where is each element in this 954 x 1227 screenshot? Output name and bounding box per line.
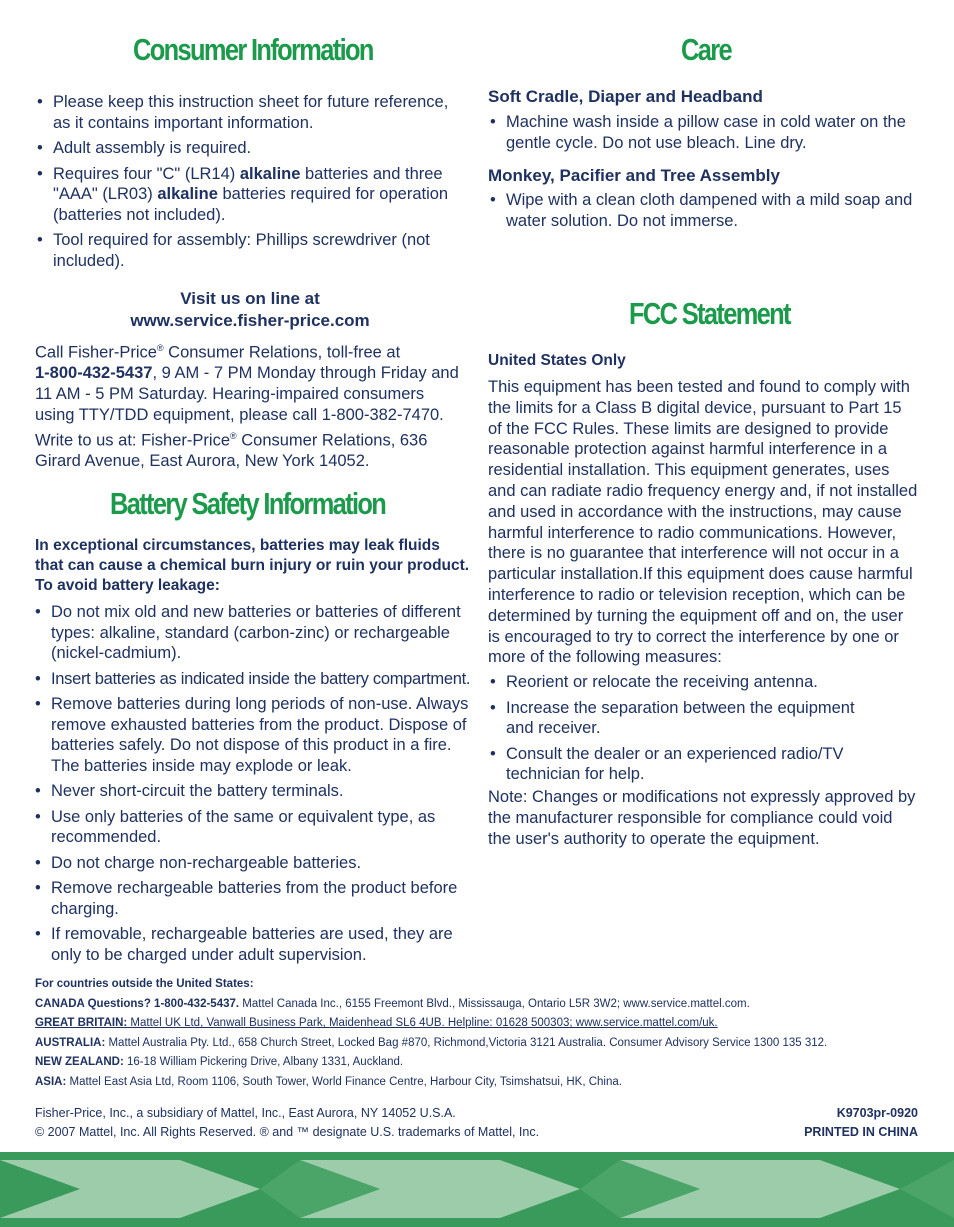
list-item: • Please keep this instruction sheet for future reference, as it contains important information. — [35, 92, 465, 133]
care-subheading-cradle: Soft Cradle, Diaper and Headband — [488, 87, 763, 106]
list-item: • Insert batteries as indicated inside the battery compartment. — [33, 669, 473, 690]
battery-safety-list — [33, 602, 473, 970]
list-item: • Requires four "C" (LR14) alkaline batteries and three "AAA" (LR03) alkaline batteries required for operation (batteries not included). — [35, 164, 465, 226]
list-item: • Reorient or relocate the receiving antenna. — [488, 672, 918, 693]
contact-paragraph: Call Fisher-Price® Consumer Relations, toll-free at 1-800-432-5437, 9 AM - 7 PM Monday through Friday and 11 AM - 5 PM Saturday. Hearing-impaired consumers using TTY/TDD equipment, please call 1-800-382-7470. Write to us at: Fisher-Price® Consumer Relations, 636 Girard Avenue, East Aurora, New York 14052. — [35, 343, 459, 470]
list-item: • If removable, rechargeable batteries are used, they are only to be charged under adult supervision. — [33, 924, 473, 965]
care-heading: Care — [681, 32, 731, 67]
care-list-monkey — [488, 190, 918, 236]
list-item: • Do not mix old and new batteries or batteries of different types: alkaline, standard (carbon-zinc) or rechargeable (nickel-cadmium). — [33, 602, 473, 664]
list-item: • Consult the dealer or an experienced radio/TV technician for help. — [488, 744, 918, 785]
intl-title: For countries outside the United States: — [35, 978, 254, 990]
intl-asia: ASIA: Mattel East Asia Ltd, Room 1106, South Tower, World Finance Centre, Harbour City, Tsimshatsui, HK, China. — [35, 1075, 622, 1088]
fcc-measures-list — [488, 672, 918, 790]
fcc-body: This equipment has been tested and found to comply with the limits for a Class B digital device, pursuant to Part 15 of the FCC Rules. These limits are designed to provide reasonable protection against harmful interference in a residential installation. This equipment generates, uses and can radiate radio frequency energy and, if not installed and used in accordance with the instructions, may cause harmful interference to radio communications. However, there is no guarantee that interference will not occur in a particular installation.If this equipment does cause harmful interference to radio or television reception, which can be determined by turning the equipment off and on, the user is encouraged to try to correct the interference by one or more of the following measures: — [488, 378, 918, 667]
international-contacts — [35, 975, 935, 1092]
list-item: • Use only batteries of the same or equivalent type, as recommended. — [33, 807, 473, 848]
list-item: • Remove rechargeable batteries from the product before charging. — [33, 878, 473, 919]
intl-new-zealand: NEW ZEALAND: 16-18 William Pickering Drive, Albany 1331, Auckland. — [35, 1056, 404, 1068]
footer-legal: Fisher-Price, Inc., a subsidiary of Mattel, Inc., East Aurora, NY 14052 U.S.A. © 2007 Mattel, Inc. All Rights Reserved. ® and ™ designate U.S. trademarks of Mattel, Inc. — [35, 1106, 540, 1139]
list-item: • Adult assembly is required. — [35, 138, 465, 159]
care-list-cradle — [488, 112, 918, 158]
battery-safety-heading: Battery Safety Information — [110, 486, 386, 521]
care-subheading-monkey: Monkey, Pacifier and Tree Assembly — [488, 166, 780, 185]
consumer-info-list — [35, 92, 465, 276]
footer-codes — [804, 1104, 918, 1141]
website-link[interactable]: www.service.fisher-price.com — [130, 310, 370, 330]
visit-website: Visit us on line at www.service.fisher-price.com — [35, 288, 465, 331]
phone-number: 1-800-432-5437 — [35, 364, 153, 383]
intl-australia: AUSTRALIA: Mattel Australia Pty. Ltd., 658 Church Street, Locked Bag #870, Richmond,Victoria 3121 Australia. Consumer Advisory Service 1300 135 312. — [35, 1036, 828, 1049]
intl-canada: CANADA Questions? 1-800-432-5437. Mattel Canada Inc., 6155 Freemont Blvd., Mississauga, Ontario L5R 3W2; www.service.mattel.com. — [35, 997, 750, 1010]
product-code: K9703pr-0920 — [836, 1106, 918, 1120]
fcc-heading: FCC Statement — [629, 296, 790, 331]
fcc-subheading: United States Only — [488, 352, 626, 369]
list-item: • Wipe with a clean cloth dampened with a mild soap and water solution. Do not immerse. — [488, 190, 918, 231]
intl-great-britain: GREAT BRITAIN: Mattel UK Ltd, Vanwall Business Park, Maidenhead SL6 4UB. Helpline: 01628 500303; www.service.mattel.com/uk. — [35, 1017, 718, 1029]
battery-warning: In exceptional circumstances, batteries may leak fluids that can cause a chemical burn injury or ruin your product. To avoid battery leakage: — [35, 537, 470, 594]
decorative-chevron-band — [0, 1152, 954, 1227]
list-item: • Never short-circuit the battery terminals. — [33, 781, 473, 802]
list-item: • Machine wash inside a pillow case in cold water on the gentle cycle. Do not use bleach. Line dry. — [488, 112, 918, 153]
printed-in: PRINTED IN CHINA — [804, 1124, 918, 1139]
list-item: • Remove batteries during long periods of non-use. Always remove exhausted batteries from the product. Dispose of batteries safely. Do not dispose of this product in a fire. The batteries inside may explode or leak. — [33, 694, 473, 776]
list-item: • Tool required for assembly: Phillips screwdriver (not included). — [35, 230, 465, 271]
list-item: • Do not charge non-rechargeable batteries. — [33, 853, 473, 874]
fcc-note: Note: Changes or modifications not expressly approved by the manufacturer responsible for compliance could void the user's authority to operate the equipment. — [488, 788, 916, 848]
list-item: • Increase the separation between the equipment and receiver. — [488, 698, 918, 739]
consumer-info-heading: Consumer Information — [133, 32, 373, 67]
